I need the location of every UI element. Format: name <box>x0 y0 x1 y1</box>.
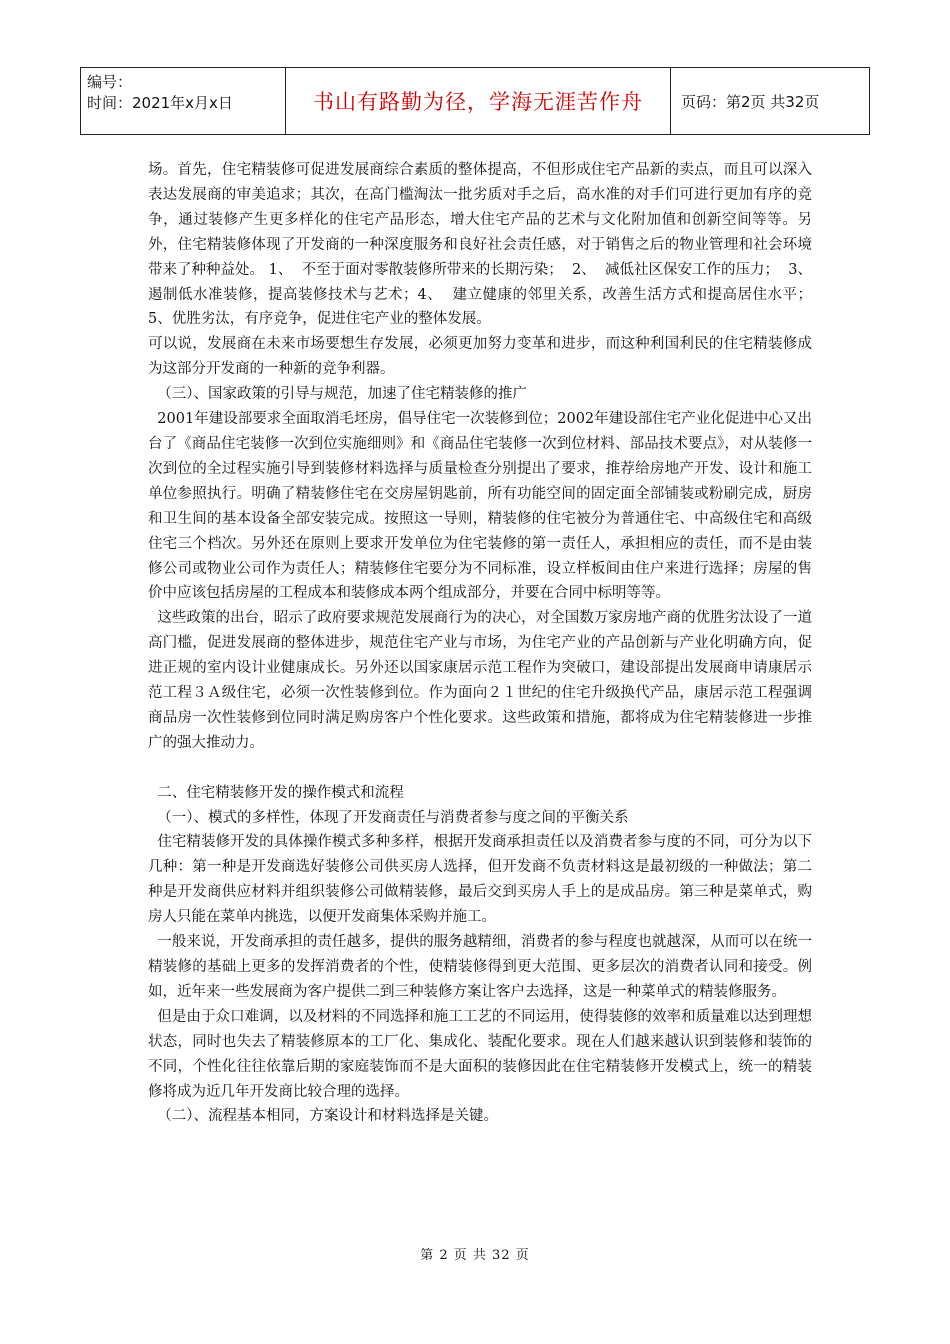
section-heading: （三）、国家政策的引导与规范，加速了住宅精装修的推广 <box>148 386 527 403</box>
body-paragraph: 2001年建设部要求全面取消毛坯房，倡导住宅一次装修到位；2002年建设部住宅产业化促进中心又出台了《商品住宅装修一次到位实施细则》和《商品住宅装修一次到位材料、部品技术要点》，对从装修一次到位的全过程实施引导到装修材料选择与质量检查分别提出了要求，推荐给房地产开发、设计和施工单位参照执行。明确了精装修住宅在交房屋钥匙前，所有功能空间的固定面全部铺装或粉刷完成，厨房和卫生间的基本设备全部安装完成。按照这一导则，精装修的住宅被分为普通住宅、中高级住宅和高级住宅三个档次。另外还在原则上要求开发单位为住宅装修的第一责任人，承担相应的责任，而不是由装修公司或物业公司作为责任人；精装修住宅要分为不同标准，设立样板间由住户来进行选择；房屋的售价中应该包括房屋的工程成本和装修成本两个组成部分，并要在合同中标明等等。 <box>148 411 812 602</box>
body-paragraph: 但是由于众口难调，以及材料的不同选择和施工工艺的不同运用，使得装修的效率和质量难以达到理想状态，同时也失去了精装修原本的工厂化、集成化、装配化要求。现在人们越来越认识到装修和装饰的不同，个性化往往依靠后期的家庭装饰而不是大面积的装修因此在住宅精装修开发模式上，统一的精装修将成为近几年开发商比较合理的选择。 <box>148 1008 813 1100</box>
body-paragraph: 这些政策的出台，昭示了政府要求规范发展商行为的决心，对全国数万家房地产商的优胜劣汰设了一道高门槛，促进发展商的整体进步，规范住宅产业与市场，为住宅产业的产品创新与产业化明确方向，促进正规的室内设计业健康成长。另外还以国家康居示范工程作为突破口，建设部提出发展商申请康居示范工程３Ａ级住宅，必须一次性装修到位。作为面向２１世纪的住宅升级换代产品，康居示范工程强调商品房一次性装修到位同时满足购房客户个性化要求。这些政策和措施，都将成为住宅精装修进一步推广的强大推动力。 <box>148 610 813 751</box>
body-paragraph: 可以说，发展商在未来市场要想生存发展，必须更加努力变革和进步，而这种利国利民的住宅精装修成为这部分开发商的一种新的竞争利器。 <box>148 336 812 378</box>
header-page-info: 页码：第2页 共32页 <box>681 92 820 111</box>
section-heading: （一）、模式的多样性，体现了开发商责任与消费者参与度之间的平衡关系 <box>148 809 629 826</box>
body-paragraph: 一般来说，开发商承担的责任越多，提供的服务越精细，消费者的参与程度也就越深，从而可以在统一精装修的基础上更多的发挥消费者的个性，使精装修得到更大范围、更多层次的消费者认同和接受。例如，近年来一些发展商为客户提供二到三种装修方案让客户去选择，这是一种菜单式的精装修服务。 <box>148 934 813 1000</box>
header-motto-cell <box>286 68 671 134</box>
document-body <box>148 158 822 1129</box>
paragraph-gap <box>148 756 812 781</box>
header-page-info-cell <box>671 68 869 134</box>
chapter-heading: 二、住宅精装修开发的操作模式和流程 <box>148 784 404 801</box>
page-header <box>80 67 870 135</box>
section-heading: （二）、流程基本相同，方案设计和材料选择是关键。 <box>148 1108 498 1125</box>
header-motto: 书山有路勤为径，学海无涯苦作舟 <box>313 90 643 114</box>
body-paragraph: 住宅精装修开发的具体操作模式多种多样，根据开发商承担责任以及消费者参与度的不同，可分为以下几种：第一种是开发商选好装修公司供买房人选择，但开发商不负责材料这是最初级的一种做法；第二种是开发商供应材料并组织装修公司做精装修，最后交到买房人手上的是成品房。第三种是菜单式，购房人只能在菜单内挑选，以便开发商集体采购并施工。 <box>148 834 813 926</box>
page-footer: 第 2 页 共 32 页 <box>420 1248 530 1263</box>
document-number-label: 编号： <box>87 73 133 91</box>
header-meta <box>81 68 286 134</box>
body-paragraph: 场。首先，住宅精装修可促进发展商综合素质的整体提高，不但形成住宅产品新的卖点，而且可以深入表达发展商的审美追求；其次，在高门槛淘汰一批劣质对手之后，高水准的对手们可进行更加有序的竞争，通过装修产生更多样化的住宅产品形态，增大住宅产品的艺术与文化附加值和创新空间等等。另外，住宅精装修体现了开发商的一种深度服务和良好社会责任感，对于销售之后的物业管理和社会环境带来了种种益处。 1、 不至于面对零散装修所带来的长期污染； 2、 减低社区保安工作的压力； 3、 遏制低水准装修，提高装修技术与艺术；4、 建立健康的邻里关系，改善生活方式和提高居住水平； 5、优胜劣汰，有序竞争，促进住宅产业的整体发展。 <box>148 162 822 328</box>
document-date: 时间：2021年x月x日 <box>87 94 233 112</box>
